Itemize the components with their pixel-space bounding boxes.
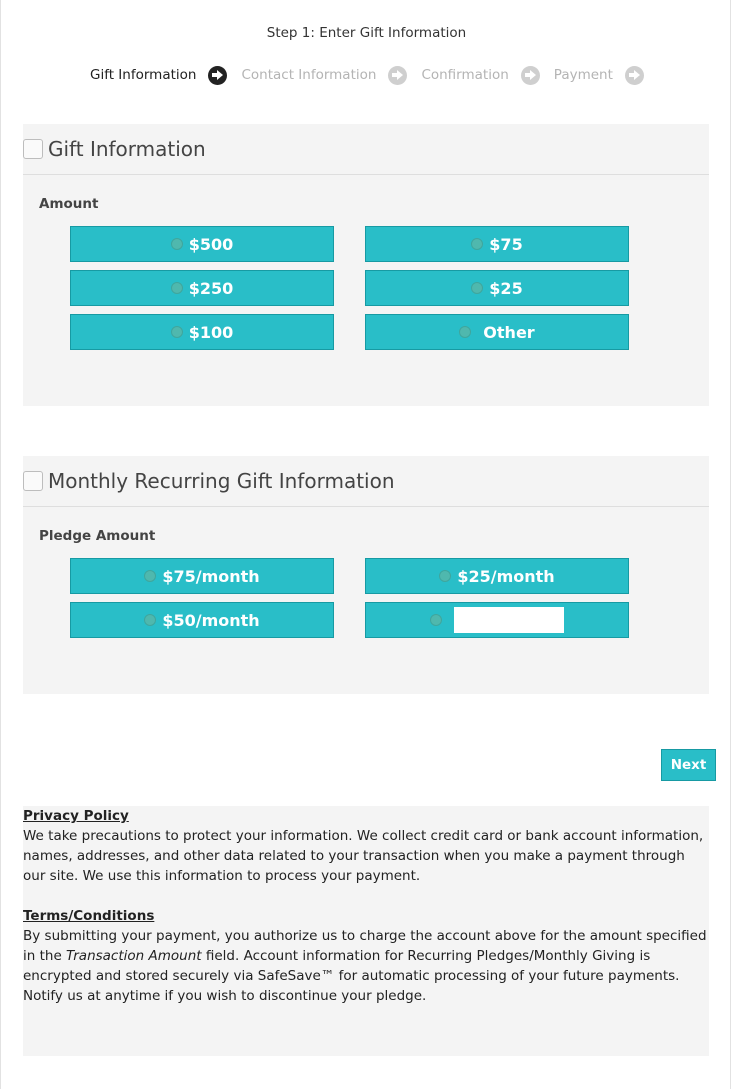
page-border-left	[0, 0, 1, 1089]
terms-text	[23, 926, 709, 1006]
radio-icon[interactable]	[171, 238, 183, 250]
radio-icon[interactable]	[171, 326, 183, 338]
gift-information-panel	[23, 124, 709, 406]
amount-option-label: $100	[188, 322, 234, 342]
pledge-option-label: $75/month	[162, 566, 260, 586]
pledge-option-75-month[interactable]	[70, 558, 334, 594]
gift-panel-title: Gift Information	[48, 137, 206, 161]
page-border-right	[730, 0, 731, 1089]
amount-option-label: $500	[188, 234, 234, 254]
recurring-panel-title: Monthly Recurring Gift Information	[48, 469, 395, 493]
step-title: Step 1: Enter Gift Information	[266, 25, 467, 41]
transaction-amount-emphasis: Transaction Amount	[66, 948, 202, 964]
radio-icon[interactable]	[171, 282, 183, 294]
pledge-option-label: $50/month	[162, 610, 260, 630]
pledge-option-25-month[interactable]	[365, 558, 629, 594]
step-label: Confirmation	[421, 67, 509, 83]
pledge-option-other[interactable]	[365, 602, 629, 638]
radio-icon[interactable]	[144, 570, 156, 582]
pledge-amount-label: Pledge Amount	[39, 528, 156, 544]
gift-panel-checkbox[interactable]	[23, 139, 43, 159]
terms-text-part: field. Account information for Recurring Pledges/Monthly Giving is encrypted and stored securely via SafeSave™ for automatic processing of your future payments. Notify us at anytime if you wish to discontinue your pledge.	[23, 948, 680, 1004]
amount-option-75[interactable]	[365, 226, 629, 262]
radio-icon[interactable]	[459, 326, 471, 338]
recurring-panel-header	[23, 456, 709, 507]
step-label: Payment	[553, 67, 613, 83]
radio-icon[interactable]	[439, 570, 451, 582]
amount-option-250[interactable]	[70, 270, 334, 306]
arrow-right-circle-icon	[521, 66, 540, 85]
step-label: Contact Information	[241, 67, 377, 83]
amount-option-label: $250	[188, 278, 234, 298]
privacy-policy-text: We take precautions to protect your information. We collect credit card or bank account information, names, addresses, and other data related to your transaction when you make a payment through our site. We use this information to process your payment.	[23, 828, 704, 884]
legal-section	[23, 806, 709, 1056]
radio-icon[interactable]	[471, 238, 483, 250]
step-contact-information	[241, 66, 407, 85]
amount-option-500[interactable]	[70, 226, 334, 262]
amount-option-label: $75	[489, 234, 523, 254]
other-pledge-amount-input[interactable]	[454, 607, 564, 633]
recurring-panel-checkbox[interactable]	[23, 471, 43, 491]
arrow-right-circle-icon	[388, 66, 407, 85]
step-label: Gift Information	[90, 67, 197, 83]
progress-steps	[90, 64, 658, 86]
next-button[interactable]: Next	[661, 749, 716, 781]
terms-text-part: By submitting your payment, you authorize us to charge the account above for the amount specified in the	[23, 928, 707, 964]
amount-option-25[interactable]	[365, 270, 629, 306]
arrow-right-circle-icon	[625, 66, 644, 85]
amount-option-100[interactable]	[70, 314, 334, 350]
gift-panel-header	[23, 124, 709, 175]
radio-icon[interactable]	[471, 282, 483, 294]
amount-option-label: Other	[483, 322, 535, 342]
amount-option-label: $25	[489, 278, 523, 298]
pledge-option-50-month[interactable]	[70, 602, 334, 638]
privacy-policy-heading: Privacy Policy	[23, 808, 129, 824]
step-payment	[554, 66, 644, 85]
radio-icon[interactable]	[144, 614, 156, 626]
amount-option-other[interactable]	[365, 314, 629, 350]
recurring-gift-panel	[23, 456, 709, 694]
amount-label: Amount	[39, 196, 99, 212]
pledge-option-label: $25/month	[457, 566, 555, 586]
step-confirmation	[421, 66, 539, 85]
arrow-right-circle-icon	[208, 66, 227, 85]
terms-heading: Terms/Conditions	[23, 908, 155, 924]
step-gift-information	[90, 66, 227, 85]
radio-icon[interactable]	[430, 614, 442, 626]
